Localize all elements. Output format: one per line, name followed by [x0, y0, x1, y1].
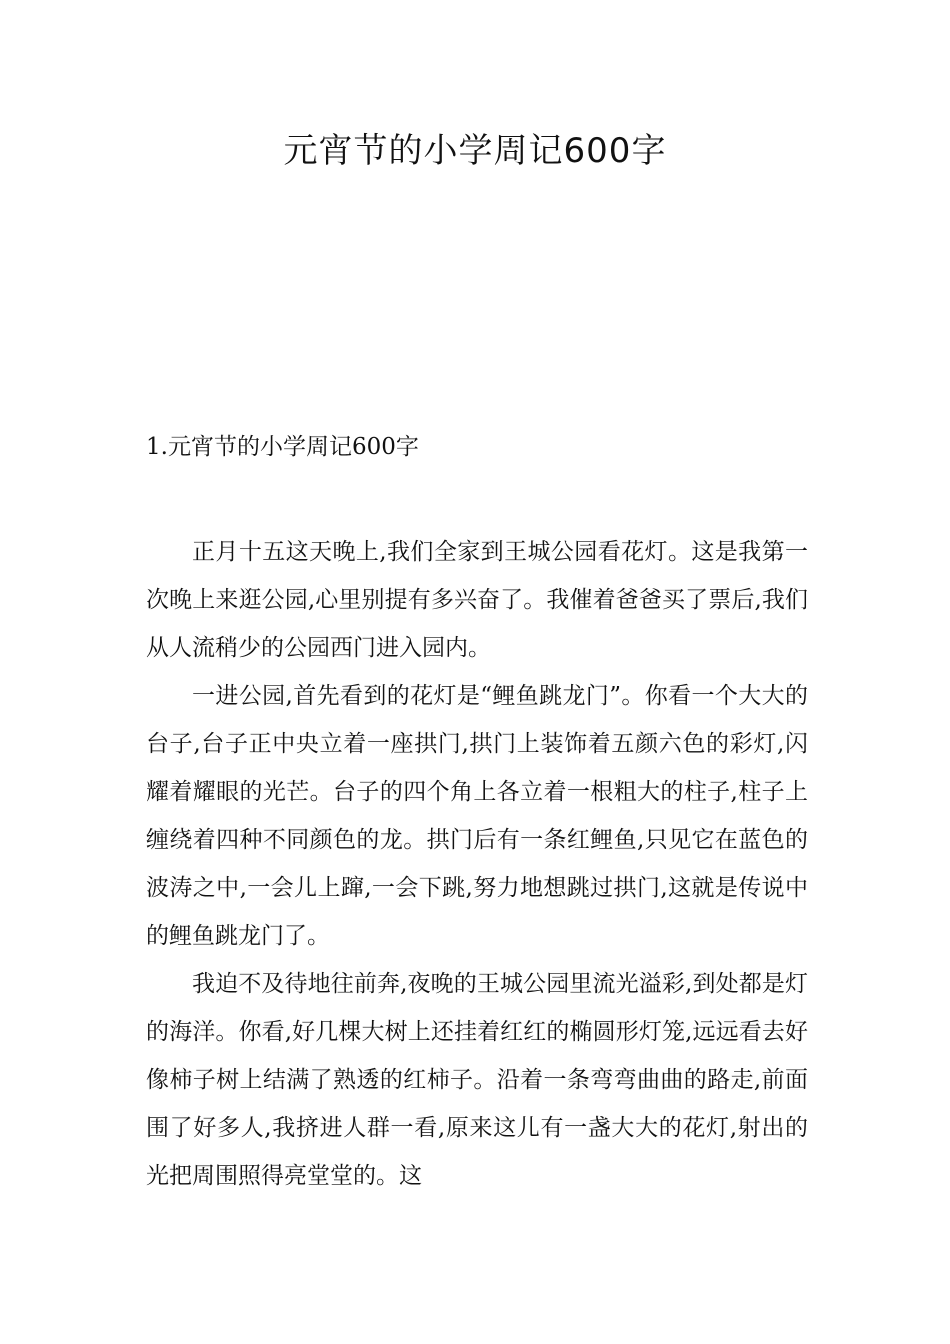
paragraph-2: 一进公园,首先看到的花灯是“鲤鱼跳龙门”。你看一个大大的台子,台子正中央立着一座拱门,拱门上装饰着五颜六色的彩灯,闪耀着耀眼的光芒。台子的四个角上各立着一根粗大的柱子,柱子上缠绕着四种不同颜色的龙。拱门后有一条红鲤鱼,只见它在蓝色的波涛之中,一会儿上蹿,一会下跳,努力地想跳过拱门,这就是传说中的鲤鱼跳龙门了。 — [146, 683, 808, 949]
section-heading: 1.元宵节的小学周记600字 — [146, 434, 419, 460]
document-title: 元宵节的小学周记600字 — [283, 131, 667, 171]
paragraph-1: 正月十五这天晚上,我们全家到王城公园看花灯。这是我第一次晚上来逛公园,心里别提有多兴奋了。我催着爸爸买了票后,我们从人流稍少的公园西门进入园内。 — [146, 539, 808, 661]
paragraph-3: 我迫不及待地往前奔,夜晚的王城公园里流光溢彩,到处都是灯的海洋。你看,好几棵大树上还挂着红红的椭圆形灯笼,远远看去好像柿子树上结满了熟透的红柿子。沿着一条弯弯曲曲的路走,前面围了好多人,我挤进人群一看,原来这儿有一盏大大的花灯,射出的光把周围照得亮堂堂的。这 — [146, 971, 808, 1189]
body-text — [146, 528, 808, 1200]
